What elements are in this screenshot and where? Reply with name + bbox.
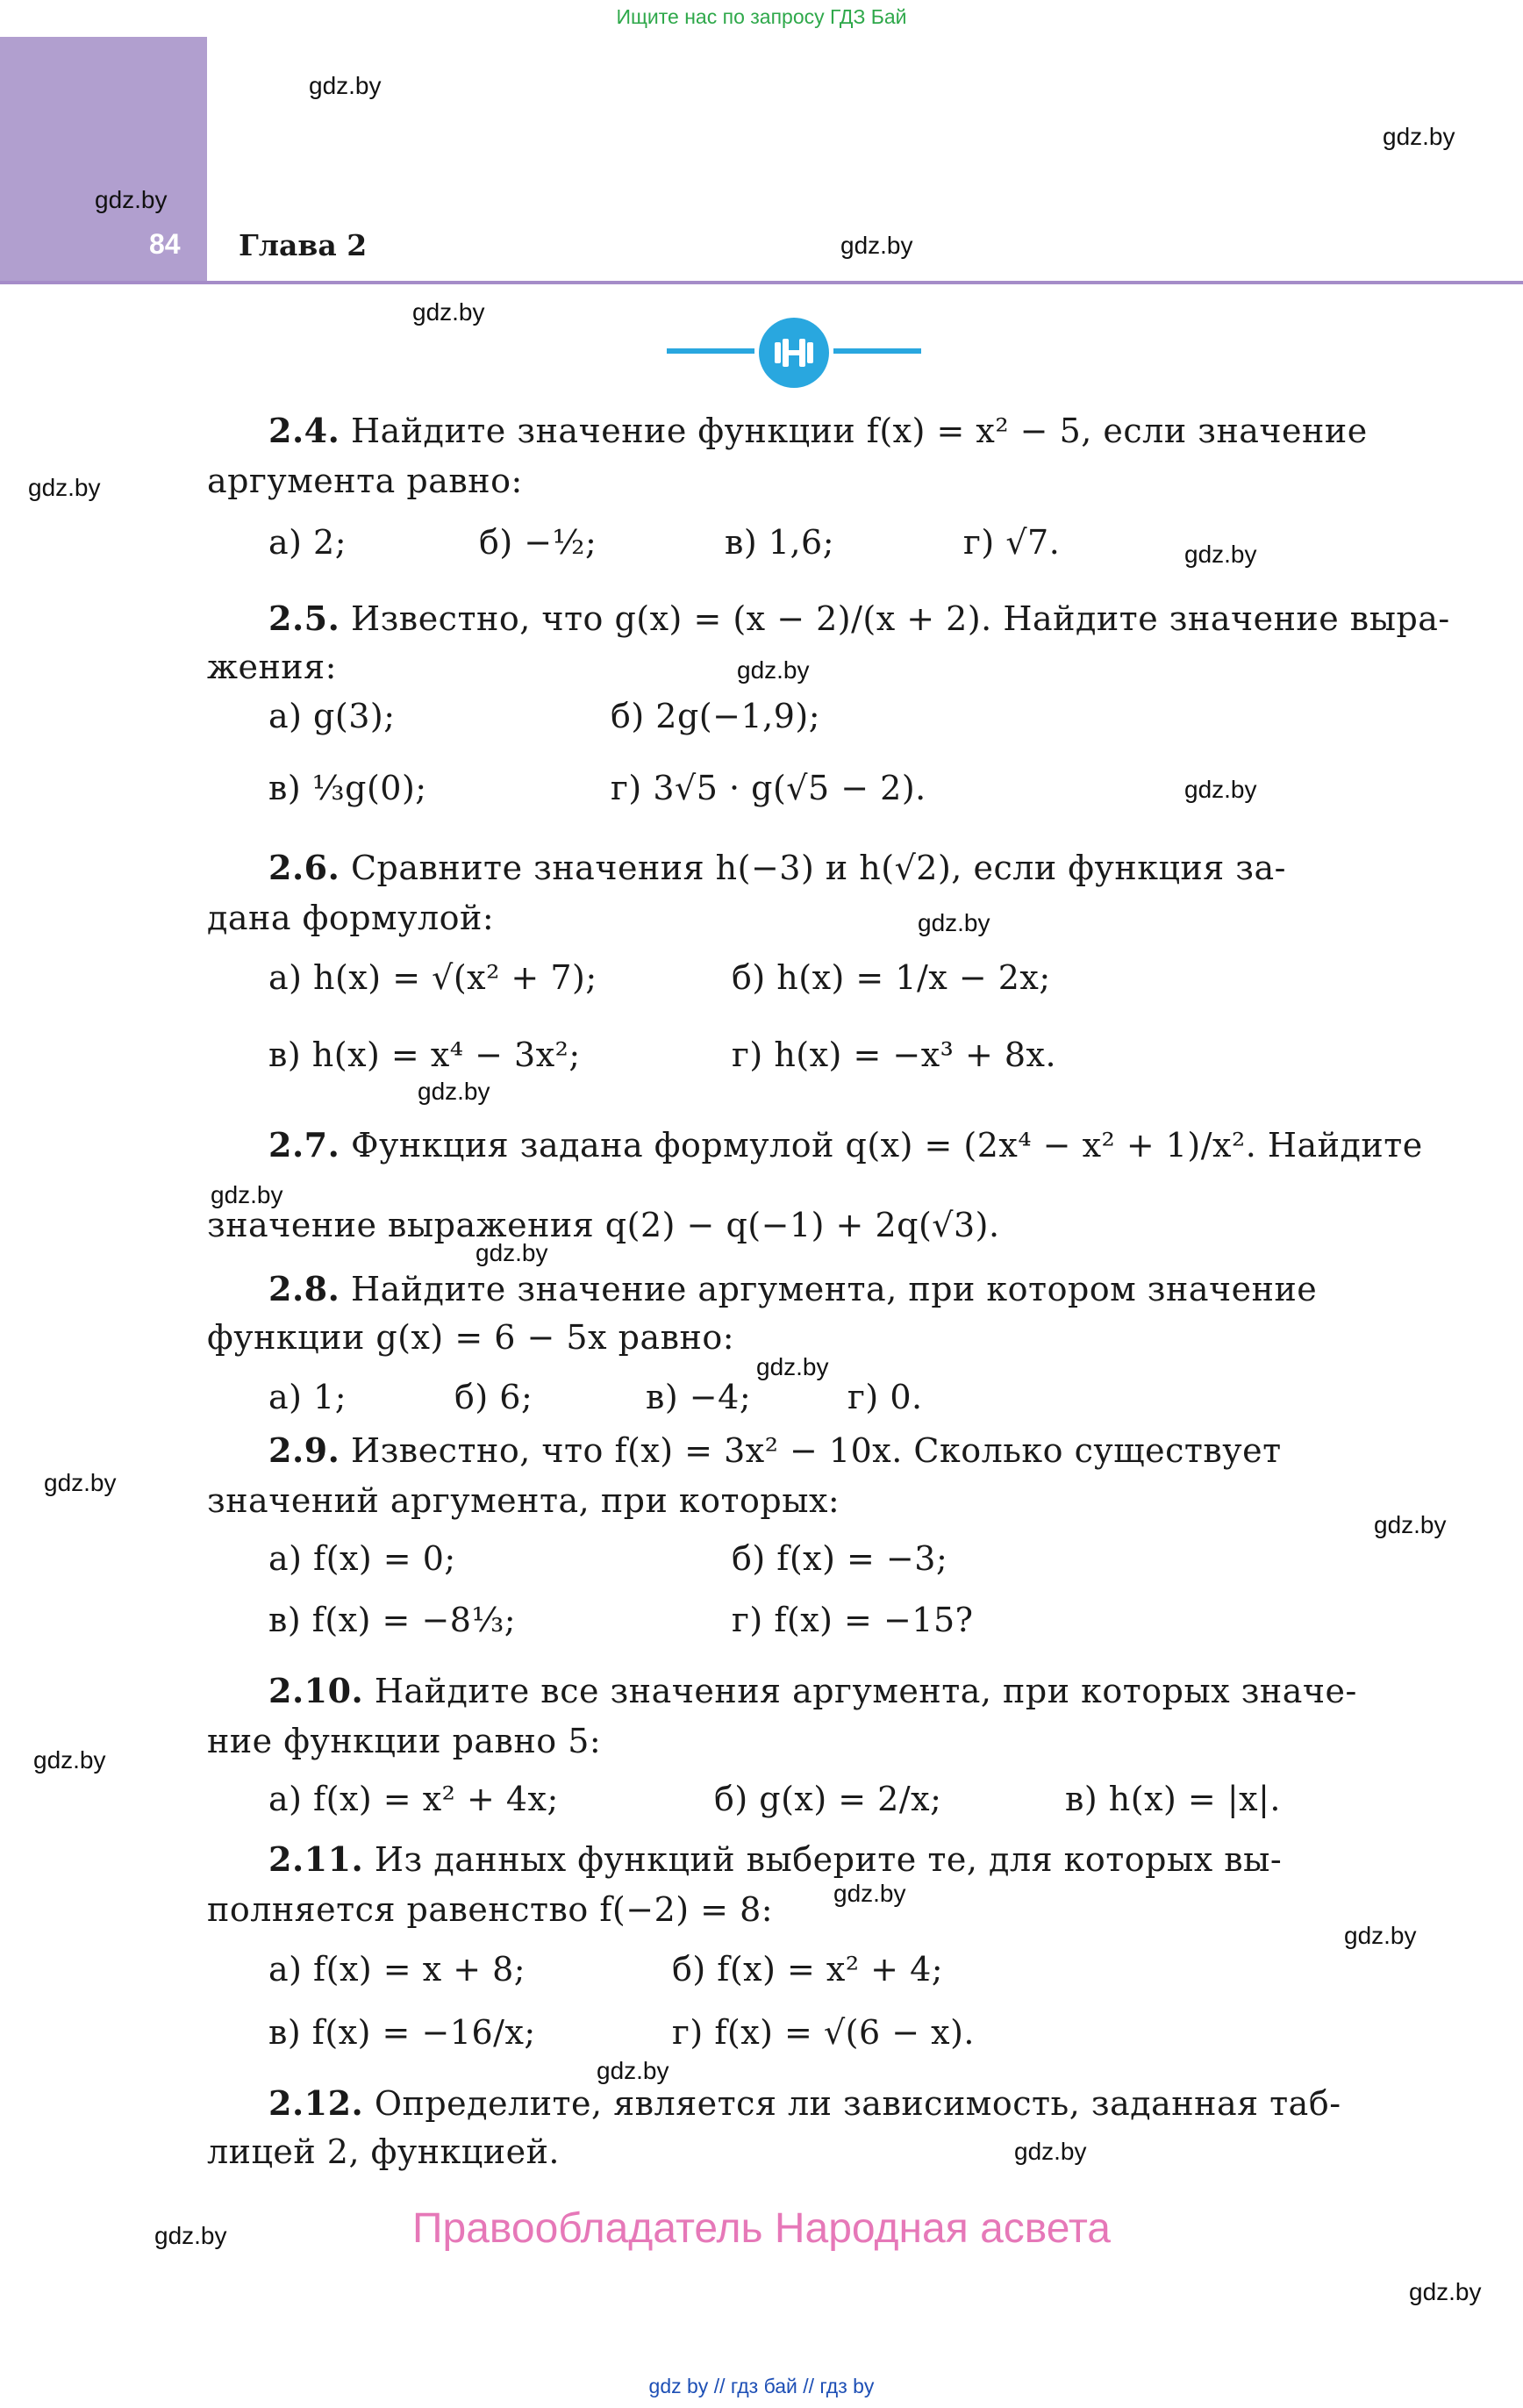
- problem-2-8-option: г) 0.: [847, 1378, 923, 1416]
- watermark: gdz.by: [28, 474, 101, 501]
- watermark: gdz.by: [1374, 1511, 1447, 1538]
- watermark: gdz.by: [918, 909, 990, 936]
- problem-2-4-option: а) 2;: [268, 523, 347, 562]
- problem-2-5-option: г) 3√5 · g(√5 − 2).: [611, 769, 926, 807]
- problem-2-4-line1: 2.4. Найдите значение функции f(x) = x² − 5, если значение: [268, 411, 1368, 450]
- section-divider-left: [667, 348, 754, 354]
- problem-2-6-line1: 2.6. Сравните значения h(−3) и h(√2), если функция за-: [268, 848, 1286, 887]
- watermark: gdz.by: [418, 1078, 490, 1105]
- top-banner: Ищите нас по запросу ГДЗ Бай: [616, 5, 907, 28]
- problem-2-10-line1: 2.10. Найдите все значения аргумента, при которых значе-: [268, 1671, 1357, 1710]
- watermark: gdz.by: [44, 1469, 117, 1496]
- section-divider-right: [833, 348, 921, 354]
- problem-2-4-line2: аргумента равно:: [207, 462, 523, 500]
- problem-2-11-option: г) f(x) = √(6 − x).: [672, 2013, 976, 2052]
- problem-2-9-option: в) f(x) = −8⅓;: [268, 1601, 517, 1639]
- problem-2-10-line2: ние функции равно 5:: [207, 1722, 602, 1760]
- problem-2-9-option: б) f(x) = −3;: [732, 1539, 948, 1578]
- problem-2-7-line2: значение выражения q(2) − q(−1) + 2q(√3).: [207, 1206, 1000, 1244]
- watermark: gdz.by: [33, 1746, 106, 1774]
- problem-2-12-line1: 2.12. Определите, является ли зависимость, заданная таб-: [268, 2083, 1341, 2123]
- watermark: gdz.by: [840, 232, 913, 259]
- watermark: gdz.by: [211, 1181, 283, 1208]
- problem-2-6-option: б) h(x) = 1/x − 2x;: [732, 958, 1051, 997]
- footer-links[interactable]: gdz by // гдз бай // гдз by: [648, 2375, 875, 2397]
- watermark: gdz.by: [309, 72, 382, 99]
- watermark: gdz.by: [154, 2222, 227, 2249]
- problem-2-11-option: а) f(x) = x + 8;: [268, 1950, 526, 1989]
- dumbbell-icon: [759, 318, 829, 388]
- watermark: gdz.by: [1383, 123, 1455, 150]
- watermark: gdz.by: [1014, 2138, 1087, 2165]
- watermark: gdz.by: [756, 1353, 829, 1380]
- problem-2-6-option: г) h(x) = −x³ + 8x.: [732, 1036, 1057, 1074]
- watermark: gdz.by: [737, 656, 810, 684]
- problem-2-11-line2: полняется равенство f(−2) = 8:: [207, 1890, 774, 1929]
- problem-2-9-option: а) f(x) = 0;: [268, 1539, 456, 1578]
- problem-2-9-option: г) f(x) = −15?: [732, 1601, 974, 1639]
- problem-2-8-line2: функции g(x) = 6 − 5x равно:: [207, 1318, 734, 1357]
- problem-2-11-line1: 2.11. Из данных функций выберите те, для которых вы-: [268, 1839, 1283, 1879]
- problem-2-5-line1: 2.5. Известно, что g(x) = (x − 2)/(x + 2). Найдите значение выра-: [268, 598, 1450, 638]
- problem-2-5-option: а) g(3);: [268, 697, 396, 735]
- header-rule: [0, 281, 1523, 284]
- watermark: gdz.by: [1344, 1922, 1417, 1949]
- watermark: gdz.by: [1409, 2278, 1482, 2305]
- problem-2-12-line2: лицей 2, функцией.: [207, 2132, 560, 2171]
- problem-2-11-option: в) f(x) = −16/x;: [268, 2013, 536, 2052]
- problem-2-9-line2: значений аргумента, при которых:: [207, 1481, 840, 1520]
- problem-2-8-line1: 2.8. Найдите значение аргумента, при котором значение: [268, 1269, 1318, 1308]
- problem-2-4-option: б) −½;: [479, 523, 597, 562]
- problem-2-11-option: б) f(x) = x² + 4;: [672, 1950, 944, 1989]
- page-number: 84: [149, 228, 181, 260]
- watermark: gdz.by: [1184, 776, 1257, 803]
- watermark: gdz.by: [95, 186, 168, 213]
- problem-2-8-option: б) 6;: [454, 1378, 533, 1416]
- watermark: gdz.by: [1184, 541, 1257, 568]
- watermark: gdz.by: [597, 2057, 669, 2084]
- problem-2-5-line2: жения:: [207, 648, 337, 686]
- problem-2-10-option: а) f(x) = x² + 4x;: [268, 1780, 559, 1818]
- watermark: gdz.by: [412, 298, 485, 326]
- problem-2-6-line2: дана формулой:: [207, 899, 495, 937]
- problem-2-5-option: в) ⅓g(0);: [268, 769, 427, 807]
- problem-2-9-line1: 2.9. Известно, что f(x) = 3x² − 10x. Сколько существует: [268, 1430, 1282, 1470]
- problem-2-4-option: г) √7.: [963, 523, 1061, 562]
- problem-2-8-option: в) −4;: [646, 1378, 752, 1416]
- watermark: gdz.by: [833, 1880, 906, 1907]
- problem-2-7-line1: 2.7. Функция задана формулой q(x) = (2x⁴ − x² + 1)/x². Найдите: [268, 1125, 1423, 1165]
- chapter-title: Глава 2: [239, 228, 368, 262]
- problem-2-10-option: в) h(x) = |x|.: [1065, 1780, 1281, 1818]
- problem-2-6-option: а) h(x) = √(x² + 7);: [268, 958, 597, 997]
- watermark: gdz.by: [475, 1239, 548, 1266]
- problem-2-8-option: а) 1;: [268, 1378, 347, 1416]
- problem-2-4-option: в) 1,6;: [725, 523, 835, 562]
- problem-2-5-option: б) 2g(−1,9);: [611, 697, 821, 735]
- problem-2-6-option: в) h(x) = x⁴ − 3x²;: [268, 1036, 581, 1074]
- problem-2-10-option: б) g(x) = 2/x;: [714, 1780, 942, 1818]
- copyright-owner: Правообладатель Народная асвета: [412, 2205, 1111, 2252]
